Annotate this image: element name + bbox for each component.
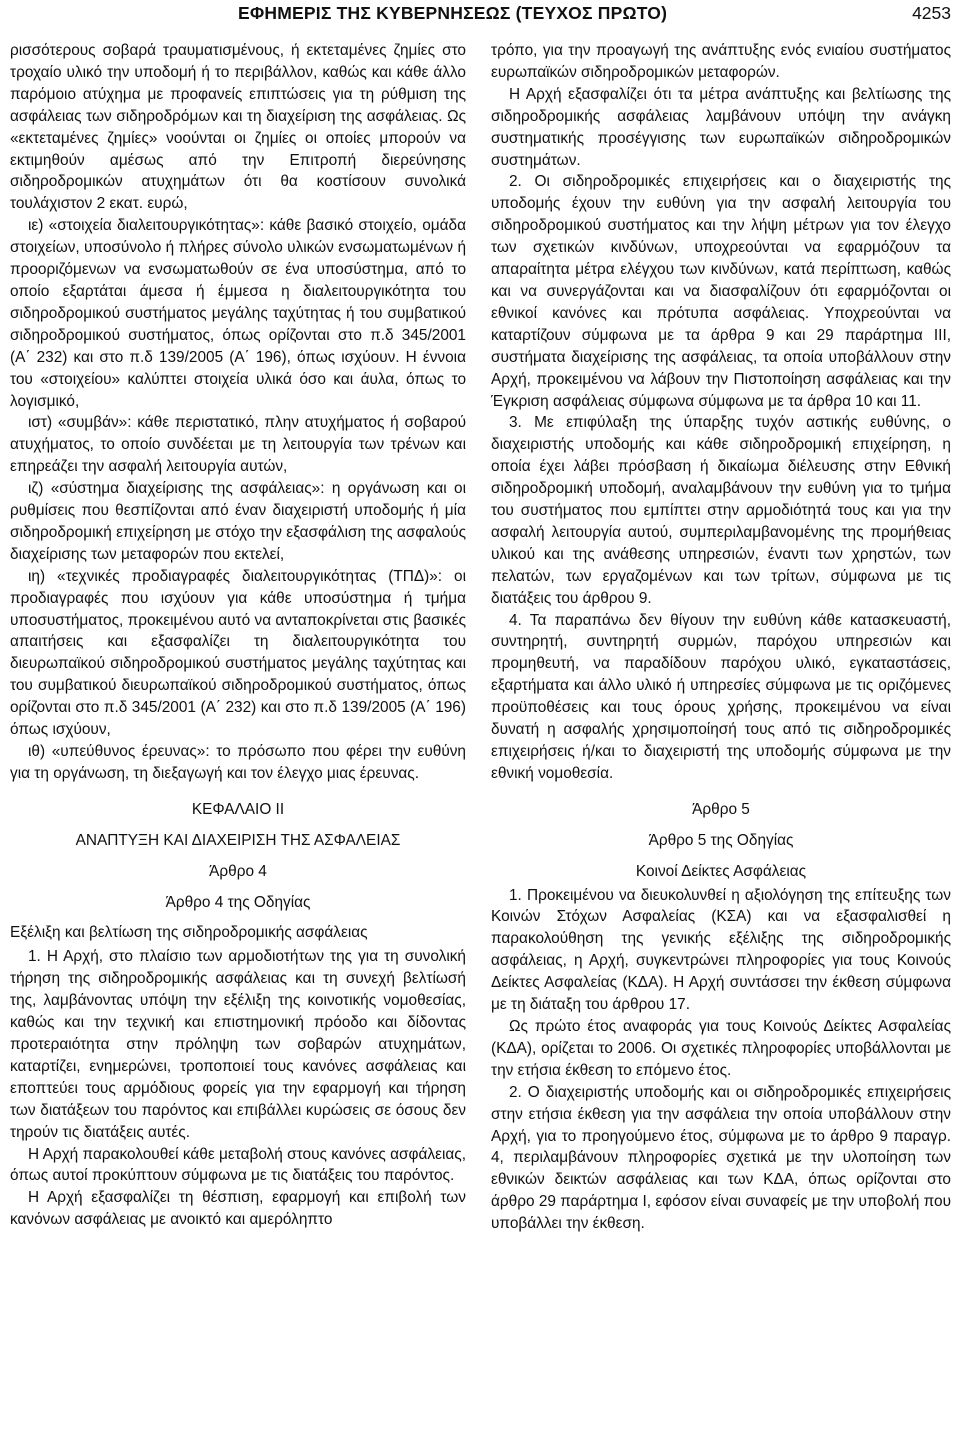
paragraph: ιθ) «υπεύθυνος έρευνας»: το πρόσωπο που φέρει την ευθύνη για τη οργάνωση, τη διεξαγωγή και τον έλεγχο μιας έρευνας. [10,743,466,782]
paragraph: Η Αρχή εξασφαλίζει τη θέσπιση, εφαρμογή και επιβολή των κανόνων ασφάλειας με ανοικτό και αμερόληπτο [10,1189,466,1229]
right-column [491,40,951,1235]
paragraph: 1. Προκειμένου να διευκολυνθεί η αξιολόγηση της επίτευξης των Κοινών Στόχων Ασφαλείας (ΚΣΑ) και να εξασφαλισθεί η παρακολούθηση της γενικής εξέλιξης της σιδηροδρομικής ασφάλειας, η Αρχή, συγκεντρώνει πληροφορίες για τους Κοινούς Δείκτες Ασφαλείας (ΚΔΑ). Η Αρχή συντάσσει την έκθεση σύμφωνα με τη διάταξη του άρθρου 17. [491,886,951,1014]
paragraph: 2. Οι σιδηροδρομικές επιχειρήσεις και ο διαχειριστής της υποδομής έχουν την ευθύνη για την ασφαλή λειτουργία του σιδηροδρομικού συστήματος και την λήψη μέτρων για τον έλεγχο των σχετικών κινδύνων, υποχρεούνται να εφαρμόζουν τα απαραίτητα μέτρα ελέγχου των κινδύνων, κατά περίπτωση, καθώς και να συνεργάζονται και να διασφαλίζουν ότι εφαρμόζονται οι εθνικοί κανόνες και πρότυπα ασφάλειας. Υποχρεούνται να καταρτίζουν σύμφωνα με τα άρθρα 9 και 29 παράρτημα ΙΙΙ, συστήματα διαχείρισης της ασφάλειας, τα οποία υποβάλλουν στην Αρχή, προκειμένου να λάβουν την Πιστοποίηση ασφάλειας και την Έγκριση ασφάλειας σύμφωνα σύμφωνα με τα άρθρα 10 και 11. [491,173,951,410]
paragraph: Ως πρώτο έτος αναφοράς για τους Κοινούς Δείκτες Ασφαλείας (ΚΔΑ), ορίζεται το 2006. Οι σχετικές πληροφορίες υποβάλλονται με την ετήσια έκθεση το επόμενο έτος. [491,1017,951,1079]
article-reference: Άρθρο 5 της Οδηγίας [648,831,794,849]
paragraph: 1. Η Αρχή, στο πλαίσιο των αρμοδιοτήτων της για τη συνολική τήρηση της σιδηροδρομικής ασφάλειας και τη συνεχή βελτίωσή της, λαμβάνοντας υπόψη την εξέλιξη της κοινοτικής νομοθεσίας, καθώς και την τεχνική και επιστημονική πρόοδο και δίδοντας προτεραιότητα στην πρόληψη των σοβαρών ατυχημάτων, καταρτίζει, ενημερώνει, τροποποιεί τους κανόνες ασφάλειας και εποπτεύει τους αρμόδιους φορείς για την εφαρμογή και τήρηση των διατάξεων του παρόντος και επιβάλλει κυρώσεις σε όσους δεν τηρούν τις διατάξεις αυτές. [10,948,466,1141]
gazette-title: ΕΦΗΜΕΡΙΣ ΤΗΣ ΚΥΒΕΡΝΗΣΕΩΣ (ΤΕΥΧΟΣ ΠΡΩΤΟ) [238,3,668,23]
article-title: Εξέλιξη και βελτίωση της σιδηροδρομικής ασφάλειας [10,924,368,942]
chapter-heading: ΚΕΦΑΛΑΙΟ ΙΙ [191,800,285,818]
paragraph: 4. Τα παραπάνω δεν θίγουν την ευθύνη κάθε κατασκευαστή, συντηρητή, συντηρητή συρμών, παρόχου υπηρεσιών και προμηθευτή, να παραδίδουν παρόχου υλικό, εγκαταστάσεις, εξαρτήματα και άλλο υλικό ή υπηρεσίες σύμφωνα με τις οριζόμενες προϋποθέσεις και τους όρους χρήσης, προκειμένου να είναι δυνατή η ασφαλής χρησιμοποίησή τους από τις σιδηροδρομικές επιχειρήσεις ή/και το διαχειριστή της υποδομής σύμφωνα με την εθνική νομοθεσία. [491,611,951,782]
paragraph: ρισσότερους σοβαρά τραυματισμένους, ή εκτεταμένες ζημίες στο τροχαίο υλικό την υποδομή ή το περιβάλλον, καθώς και κάθε άλλο παρόμοιο ατύχημα με προφανείς επιπτώσεις για τη ρύθμιση της ασφάλειας των σιδηροδρόμων και τη διαχείριση της ασφάλειας. Ως «εκτεταμένες ζημίες» νοούνται οι ζημίες οι οποίες μπορούν να εκτιμηθούν αμέσως από την Επιτροπή διερεύνησης σιδηροδρομικών ατυχημάτων ότι θα κοστίσουν συνολικά τουλάχιστον 2 εκατ. ευρώ, [10,42,466,213]
left-column [10,40,466,1231]
paragraph: τρόπο, για την προαγωγή της ανάπτυξης ενός ενιαίου συστήματος ευρωπαϊκών σιδηροδρομικών μεταφορών. [491,42,951,81]
article-title: Κοινοί Δείκτες Ασφάλειας [635,862,807,880]
chapter-title: ΑΝΑΠΤΥΞΗ ΚΑΙ ΔΙΑΧΕΙΡΙΣΗ ΤΗΣ ΑΣΦΑΛΕΙΑΣ [75,831,401,849]
paragraph: 2. Ο διαχειριστής υποδομής και οι σιδηροδρομικές επιχειρήσεις στην ετήσια έκθεση για την ασφάλεια την οποία υποβάλλουν στην Αρχή, για το προηγούμενο έτος, σύμφωνα με το άρθρο 9 παραγρ. 4, περιλαμβάνουν πληροφορίες σχετικά με την υλοποίηση των εθνικών δεικτών ασφάλειας και των ΚΔΑ, όπως ορίζονται στο άρθρο 29 παράρτημα Ι, εφόσον είναι συναφείς με την υποβολή που υποβάλλει την έκθεση. [491,1083,951,1233]
page-header [0,0,960,32]
paragraph: Η Αρχή παρακολουθεί κάθε μεταβολή στους κανόνες ασφάλειας, όπως αυτοί προκύπτουν σύμφωνα με τις διατάξεις του παρόντος. [10,1145,466,1185]
article-heading: Άρθρο 4 [209,862,267,880]
paragraph: ιε) «στοιχεία διαλειτουργικότητας»: κάθε βασικό στοιχείο, ομάδα στοιχείων, υποσύνολο ή πλήρες σύνολο υλικών ενσωματωμένων ή προοριζόμενων να ενσωματωθούν σε ένα υποσύστημα, από το οποίο εξαρτάται άμεσα ή έμμεσα η διαλειτουργικότητα του σιδηροδρομικού συστήματος μεγάλης ταχύτητας ή του συμβατικού σιδηροδρομικού συστήματος, όπως ορίζονται στο π.δ 345/2001 (Α΄ 232) και στο π.δ 139/2005 (Α΄ 196), όπως ισχύουν. Η έννοια του «στοιχείου» καλύπτει στοιχεία υλικά όσο και άυλα, όπως το λογισμικό, [10,217,466,410]
paragraph: ιη) «τεχνικές προδιαγραφές διαλειτουργικότητας (ΤΠΔ)»: οι προδιαγραφές που ισχύουν για κάθε υποσύστημα ή τμήμα υποσυστήματος, προκειμένου αυτό να ανταποκρίνεται στις βασικές απαιτήσεις και εξασφαλίζει τη διαλειτουργικότητα του διευρωπαϊκού σιδηροδρομικού συστήματος μεγάλης ταχύτητας και του συμβατικού διευρωπαϊκού σιδηροδρομικού συστήματος, όπως ορίζονται στο π.δ 345/2001 (Α΄ 232) και στο π.δ 139/2005 (Α΄ 196) όπως ισχύουν, [10,567,466,739]
paragraph: 3. Με επιφύλαξη της ύπαρξης τυχόν αστικής ευθύνης, ο διαχειριστής υποδομής και κάθε σιδηροδρομική επιχείρηση, η οποία έχει λάβει πρόσβαση ή δικαίωμα διέλευσης στην Εθνική σιδηροδρομική υποδομή, αναλαμβάνουν την ευθύνη για το τμήμα του συστήματος που εμπίπτει στην αρμοδιότητά τους και για την ασφαλή λειτουργία αυτού, συμπεριλαμβανομένης της προμήθειας υλικού και της ανάθεσης υπηρεσιών, έναντι των χρηστών, των πελατών, των εργαζομένων και των τρίτων, σύμφωνα με τις διατάξεις του άρθρου 9. [491,414,951,607]
paragraph: ιζ) «σύστημα διαχείρισης της ασφάλειας»: η οργάνωση και οι ρυθμίσεις που θεσπίζονται από έναν διαχειριστή υποδομής ή μία σιδηροδρομική επιχείρηση με στόχο την εξασφάλιση της ασφαλούς διαχείρισης των μεταφορών που εκτελεί, [10,480,466,563]
paragraph: Η Αρχή εξασφαλίζει ότι τα μέτρα ανάπτυξης και βελτίωσης της σιδηροδρομικής ασφάλειας λαμβάνουν υπόψη την ανάγκη συστηματικής προσέγγισης των ευρωπαϊκών σιδηροδρομικών συστημάτων. [491,85,951,169]
paragraph: ιστ) «συμβάν»: κάθε περιστατικό, πλην ατυχήματος ή σοβαρού ατυχήματος, το οποίο συνδέεται με τη λειτουργία των τρένων και επηρεάζει την ασφαλή λειτουργία αυτών, [10,414,466,476]
article-reference: Άρθρο 4 της Οδηγίας [165,893,311,911]
page-number: 4253 [912,3,951,23]
article-heading: Άρθρο 5 [692,800,750,818]
